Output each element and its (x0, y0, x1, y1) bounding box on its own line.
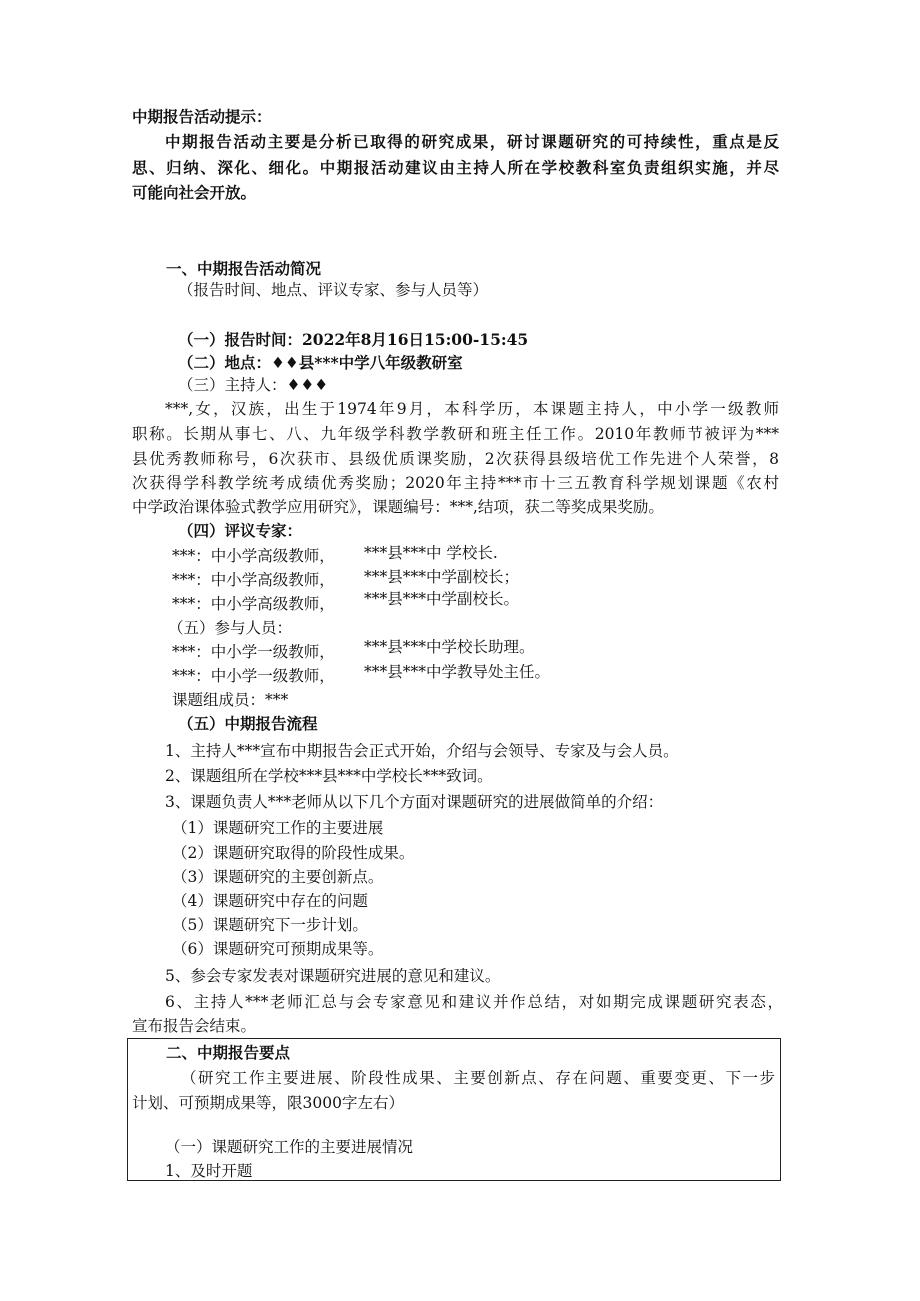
process-step: 1、主持人***宣布中期报告会正式开始，介绍与会领导、专家及与会人员。 (165, 742, 679, 760)
process-subitem: （5）课题研究下一步计划。 (172, 916, 368, 934)
experts-label: （四）评议专家： (178, 521, 303, 540)
expert-role: ***：中小学高级教师， (172, 571, 335, 589)
participant-role: ***：中小学一级教师， (172, 643, 335, 661)
process-subitem: （4）课题研究中存在的问题 (172, 892, 368, 910)
expert-post: ***县***中学副校长； (364, 568, 520, 586)
participant-post: ***县***中学校长助理。 (364, 638, 535, 656)
participant-post: ***县***中学教导处主任。 (364, 663, 551, 681)
tips-title: 中期报告活动提示： (132, 107, 272, 126)
process-step: 2、课题组所在学校***县***中学校长***致词。 (165, 767, 493, 785)
process-subitem: （2）课题研究取得的阶段性成果。 (172, 844, 415, 862)
section1-note: （报告时间、地点、评议专家、参与人员等） (178, 281, 489, 299)
section2-note-line: （研究工作主要进展、阶段性成果、主要创新点、存在问题、重要变更、下一步 (181, 1069, 775, 1087)
participants-label: （五）参与人员： (168, 619, 293, 637)
host-label: （三）主持人：♦♦♦ (178, 376, 329, 394)
process-subitem: （1）课题研究工作的主要进展 (172, 819, 384, 837)
tips-line-2: 思、归纳、深化、细化。中期报活动建议由主持人所在学校教科室负责组织实施，并尽 (132, 158, 779, 177)
expert-post: ***县***中 学校长. (364, 544, 498, 562)
process-label: （五）中期报告流程 (178, 714, 318, 733)
members-line: 课题组成员：*** (172, 691, 289, 709)
expert-post: ***县***中学副校长。 (364, 590, 520, 608)
process-step: 3、课题负责人***老师从以下几个方面对课题研究的进展做简单的介绍： (165, 793, 664, 811)
host-bio-line: 次获得学科教学统考成绩优秀奖励；2020年主持***市十三五教育科学规划课题《农村 (132, 474, 779, 492)
expert-role: ***：中小学高级教师， (172, 595, 335, 613)
process-step: 5、参会专家发表对课题研究进展的意见和建议。 (165, 967, 501, 985)
expert-role: ***：中小学高级教师， (172, 547, 335, 565)
process-subitem: （6）课题研究可预期成果等。 (172, 940, 384, 958)
section2-title: 二、中期报告要点 (166, 1043, 291, 1062)
tips-line-3: 可能向社会开放。 (132, 183, 257, 202)
participant-role: ***：中小学一级教师， (172, 667, 335, 685)
host-bio-line: 中学政治课体验式教学应用研究》，课题编号：***,结项，获二等奖成果奖励。 (132, 498, 664, 516)
process-step: 6、主持人***老师汇总与会专家意见和建议并作总结，对如期完成课题研究表态， (165, 993, 783, 1011)
section1-title: 一、中期报告活动简况 (166, 259, 322, 278)
report-place: （二）地点：♦♦县***中学八年级教研室 (178, 353, 463, 372)
host-bio-line: 职称。长期从事七、八、九年级学科教学教研和班主任工作。2010年教师节被评为*** (132, 425, 779, 443)
report-time: （一）报告时间：2022年8月16日15:00-15:45 (178, 330, 529, 349)
host-bio-line: ***,女，汉族，出生于1974年9月，本科学历，本课题主持人，中小学一级教师 (165, 400, 779, 418)
host-bio-line: 县优秀教师称号，6次获市、县级优质课奖励，2次获得县级培优工作先进个人荣誉，8 (132, 450, 779, 468)
process-step: 宣布报告会结束。 (132, 1017, 257, 1035)
process-subitem: （3）课题研究的主要创新点。 (172, 868, 384, 886)
tips-line-1: 中期报告活动主要是分析已取得的研究成果，研讨课题研究的可持续性，重点是反 (165, 132, 779, 151)
section2-subheading: （一）课题研究工作的主要进展情况 (165, 1138, 414, 1156)
section2-item: 1、及时开题 (165, 1162, 253, 1180)
section2-note-line: 计划、可预期成果等，限3000字左右） (132, 1094, 404, 1112)
